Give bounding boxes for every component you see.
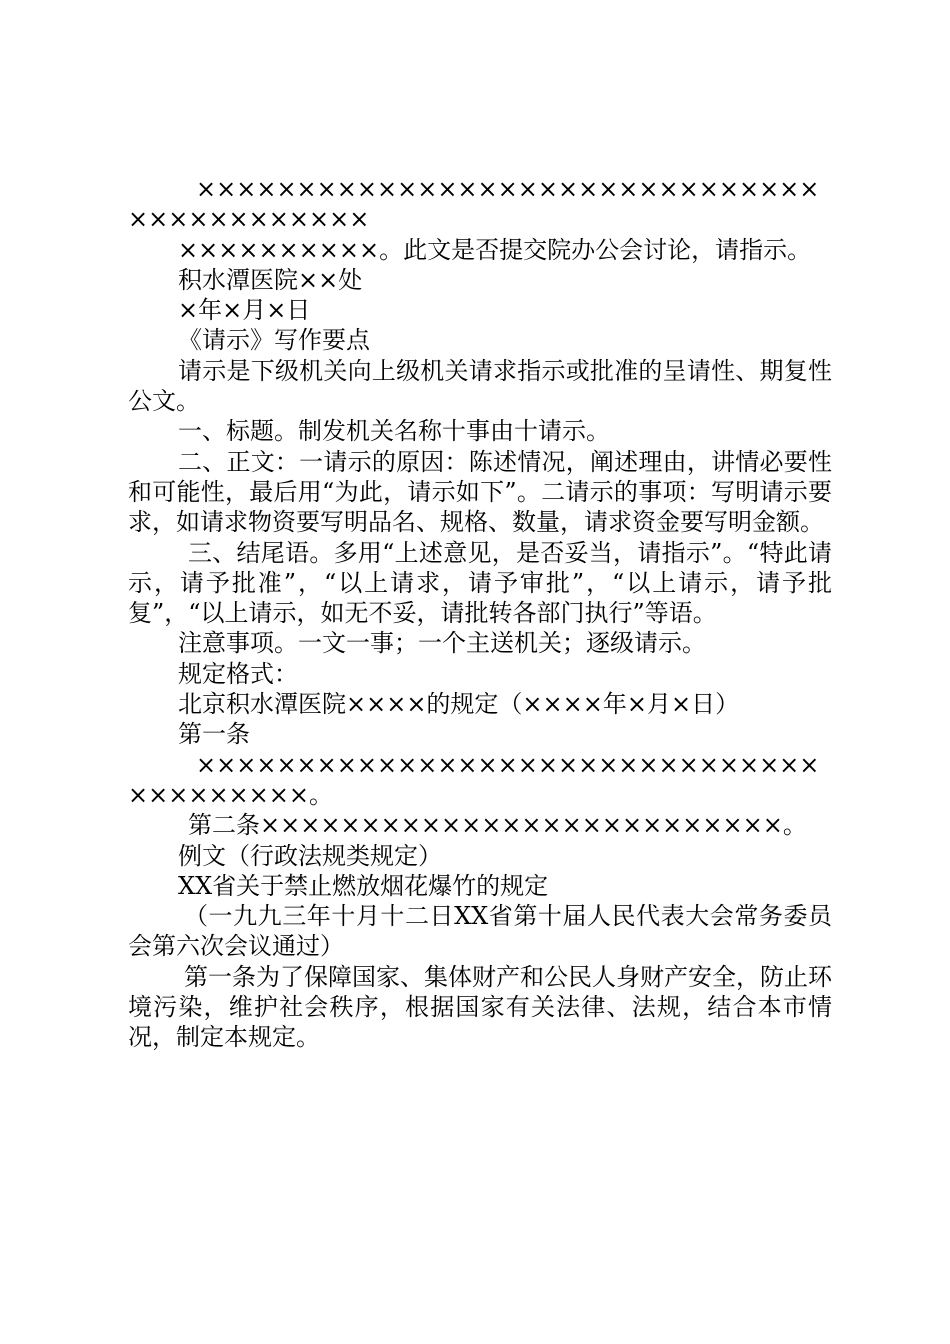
paragraph-definition: 请示是下级机关向上级机关请求指示或批准的呈请性、期复性公文。 <box>128 356 832 416</box>
paragraph-sender: 积水潭医院××处 <box>178 265 363 294</box>
paragraph-title-rule: 一、标题。制发机关名称十事由十请示。 <box>178 417 610 446</box>
paragraph-example-heading: 例文（行政法规类规定） <box>178 841 442 870</box>
paragraph-adoption-note: （一九九三年十月十二日XX省第十届人民代表大会常务委员会第六次会议通过） <box>128 902 832 961</box>
paragraph-article-two: 第二条××××××××××××××××××××××××××。 <box>188 811 807 840</box>
paragraph-placeholder-2: ××××××××××××××××××××××××××××××××××××××××。 <box>128 750 820 809</box>
paragraph-article-one-label: 第一条 <box>178 720 250 749</box>
paragraph-regulation-title: 北京积水潭医院××××的规定（××××年×月×日） <box>178 690 740 719</box>
paragraph-body-rule: 二、正文：一请示的原因：陈述情况，阐述理由，讲情必要性和可能性，最后用“为此，请示如下”。二请示的事项：写明请示要求，如请求物资要写明品名、规格、数量，请求资金要写明金额。 <box>128 447 832 537</box>
document-body <box>128 174 832 1053</box>
paragraph-date: ×年×月×日 <box>178 296 311 325</box>
paragraph-closing-rule: 三、结尾语。多用“上述意见，是否妥当，请指示”。“特此请示，请予批准”，“以上请求，请予审批”，“以上请示，请予批复”，“以上请示，如无不妥，请批转各部门执行”等语。 <box>128 538 832 628</box>
paragraph-format-heading: 规定格式： <box>178 659 298 688</box>
paragraph-example-title: XX省关于禁止燃放烟花爆竹的规定 <box>178 871 549 900</box>
paragraph-example-article-one: 第一条为了保障国家、集体财产和公民人身财产安全，防止环境污染，维护社会秩序，根据国家有关法律、法规，结合本市情况，制定本规定。 <box>128 962 832 1052</box>
paragraph-placeholder-1: ××××××××××××××××××××××××××××××××××××××××××× <box>128 175 820 234</box>
paragraph-notes: 注意事项。一文一事；一个主送机关；逐级请示。 <box>178 629 706 658</box>
paragraph-submission-note: ××××××××××。此文是否提交院办公会讨论，请指示。 <box>178 235 812 264</box>
section-heading-writing-points: 《请示》写作要点 <box>178 326 370 355</box>
